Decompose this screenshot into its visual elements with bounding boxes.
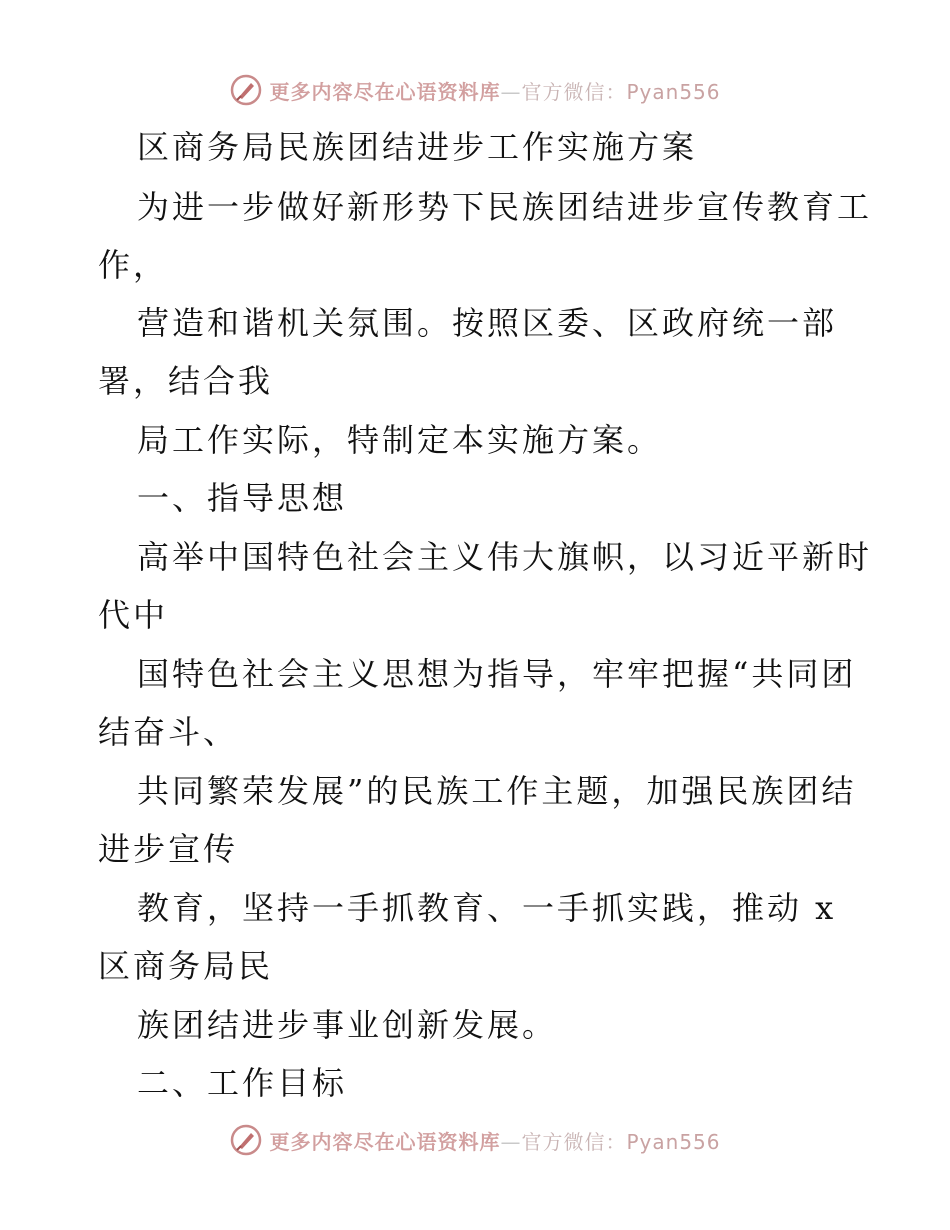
paragraph-line: 国特色社会主义思想为指导，牢牢把握“共同团 — [137, 655, 857, 693]
watermark-separator: — — [500, 79, 522, 104]
section-heading: 一、指导思想 — [137, 479, 348, 517]
paragraph-line: 为进一步做好新形势下民族团结进步宣传教育工 — [137, 188, 873, 226]
watermark-id: Pyan556 — [626, 79, 721, 104]
watermark-footer — [0, 1120, 950, 1160]
paragraph-line: 代中 — [98, 596, 169, 634]
paragraph-line: 署，结合我 — [98, 362, 274, 400]
paragraph-line: 进步宣传 — [98, 830, 239, 868]
section-heading: 二、工作目标 — [137, 1064, 348, 1102]
quill-logo-icon — [229, 73, 263, 107]
watermark-header — [0, 70, 950, 110]
paragraph-line: 族团结进步事业创新发展。 — [137, 1006, 558, 1044]
watermark-main: 更多内容尽在心语资料库 — [269, 1129, 501, 1154]
document-title: 区商务局民族团结进步工作实施方案 — [137, 128, 698, 166]
watermark-sub: 官方微信： — [521, 1129, 627, 1154]
paragraph-line: 高举中国特色社会主义伟大旗帜，以习近平新时 — [137, 538, 873, 576]
watermark-id: Pyan556 — [626, 1129, 721, 1154]
watermark-sub: 官方微信： — [521, 79, 627, 104]
watermark-text — [269, 76, 720, 105]
quill-logo-icon — [229, 1123, 263, 1157]
watermark-separator: — — [500, 1129, 522, 1154]
paragraph-line: 结奋斗、 — [98, 713, 239, 751]
watermark-main: 更多内容尽在心语资料库 — [269, 79, 501, 104]
paragraph-line: 共同繁荣发展”的民族工作主题，加强民族团结 — [137, 772, 857, 810]
paragraph-line: 营造和谐机关氛围。按照区委、区政府统一部 — [137, 304, 838, 342]
watermark-text — [269, 1126, 720, 1155]
paragraph-line: 作， — [98, 246, 169, 284]
paragraph-line: 区商务局民 — [98, 947, 274, 985]
paragraph-line: 教育，坚持一手抓教育、一手抓实践，推动 x — [137, 889, 837, 927]
paragraph-line: 局工作实际，特制定本实施方案。 — [137, 421, 663, 459]
